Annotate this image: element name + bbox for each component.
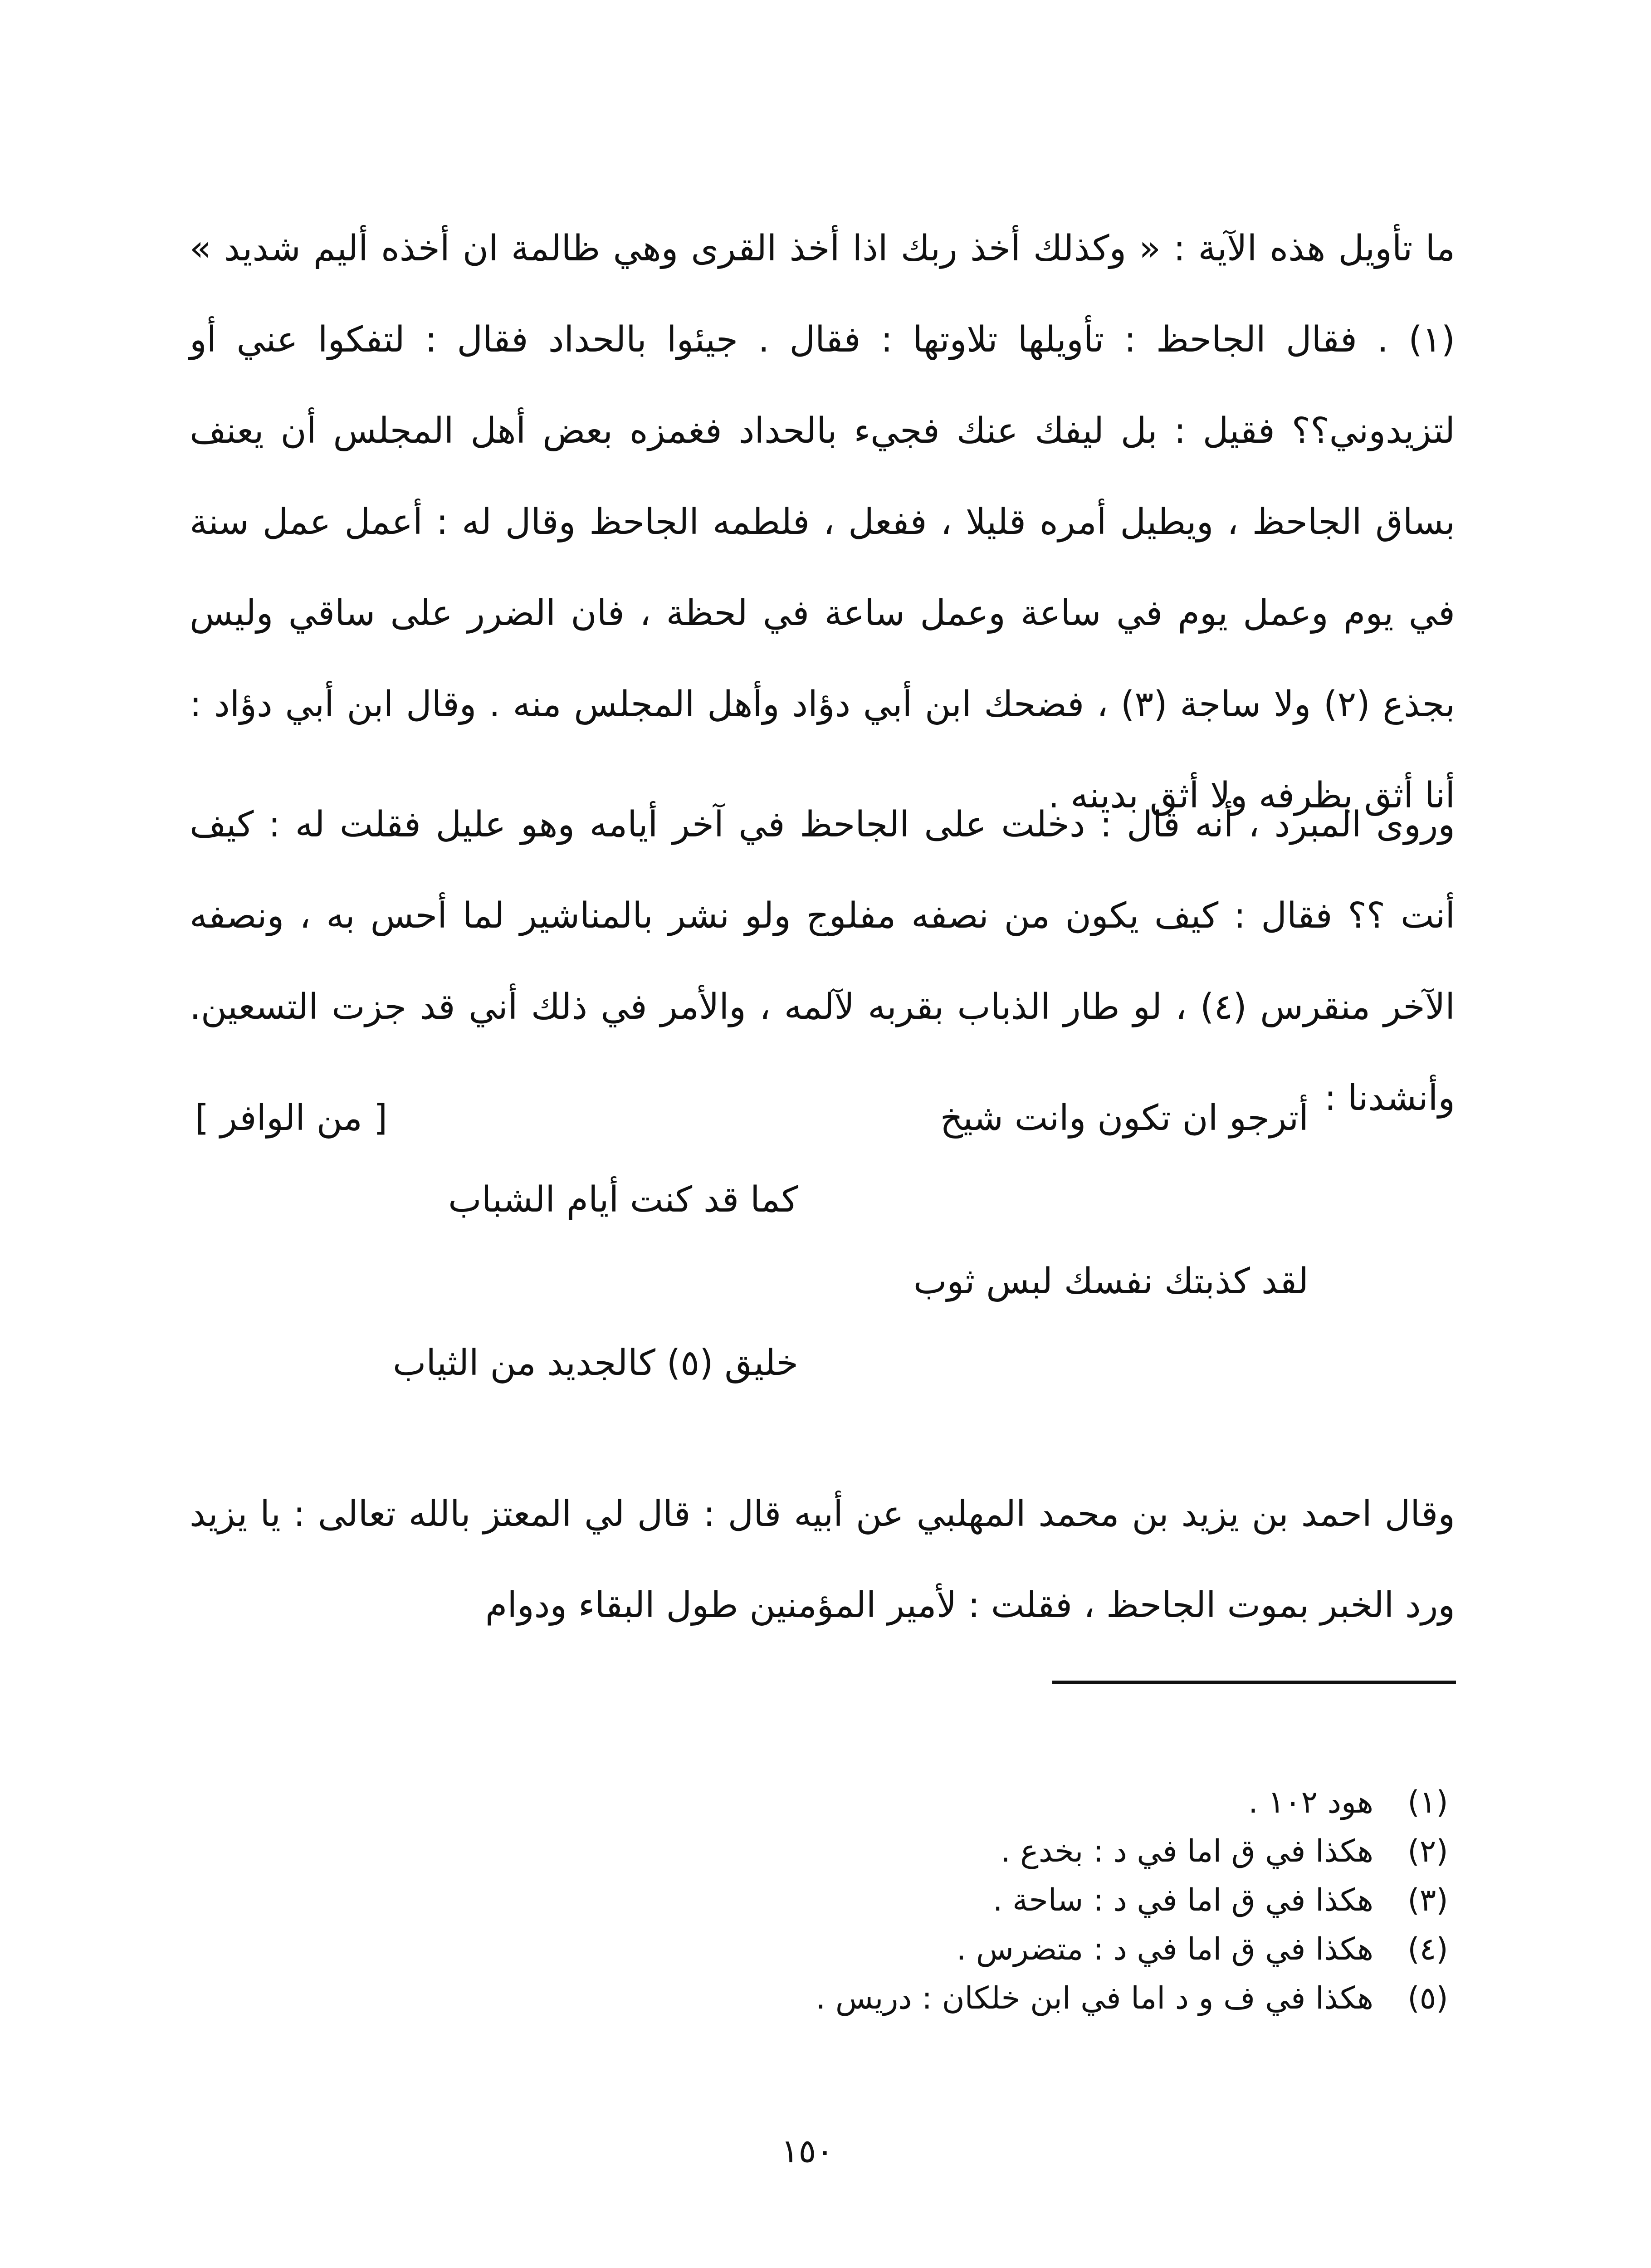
poem-meter: [ من الوافر ] bbox=[195, 1098, 388, 1139]
poem-line: خليق (٥) كالجديد من الثياب bbox=[392, 1343, 798, 1383]
footnote bbox=[816, 1876, 1455, 1925]
page-number: ١٥٠ bbox=[781, 2132, 834, 2170]
footnote bbox=[816, 1925, 1455, 1974]
footnote-text: هكذا في ق اما في د : متضرس . bbox=[956, 1931, 1373, 1967]
footnote-text: هكذا في ق اما في د : بخدع . bbox=[1001, 1833, 1373, 1869]
footnote-number: (١) bbox=[1407, 1784, 1448, 1820]
poem-line: لقد كذبتك نفسك لبس ثوب bbox=[913, 1261, 1309, 1302]
paragraph-3: وقال احمد بن يزيد بن محمد المهلبي عن أبيه قال : قال لي المعتز بالله تعالى : يا يزيد ورد الخبر بموت الجاحظ ، فقلت : لأمير المؤمنين طول البقاء ودوام bbox=[190, 1494, 1455, 1626]
footnotes bbox=[816, 1778, 1455, 2023]
paragraph-1: ما تأويل هذه الآية : « وكذلك أخذ ربك اذا أخذ القرى وهي ظالمة ان أخذه أليم شديد » (١) . فقال الجاحظ : تأويلها تلاوتها : فقال . جيئوا بالحداد فقال : لتفكوا عني أو لتزيدوني؟؟ فقيل : بل ليفك عنك فجيء بالحداد فغمزه بعض أهل المجلس أن يعنف بساق الجاحظ ، ويطيل أمره قليلا ، ففعل ، فلطمه الجاحظ وقال له : أعمل عمل سنة في يوم وعمل يوم في ساعة وعمل ساعة في لحظة ، فان الضرر على ساقي وليس بجذع (٢) ولا ساجة (٣) ، فضحك ابن أبي دؤاد وأهل المجلس منه . وقال ابن أبي دؤاد : أنا أثق بظرفه ولا أثق بدينه . bbox=[190, 228, 1455, 816]
footnote bbox=[816, 1974, 1455, 2023]
footnote-text: هود ١٠٢ . bbox=[1248, 1784, 1373, 1820]
footnote-divider bbox=[1052, 1681, 1456, 1684]
poem-line: أترجو ان تكون وانت شيخ bbox=[940, 1098, 1309, 1139]
paragraph-2: وروى المبرد ، أنه قال : دخلت على الجاحظ في آخر أيامه وهو عليل فقلت له : كيف أنت ؟؟ فقال : كيف يكون من نصفه مفلوج ولو نشر بالمناشير لما أحس به ، ونصفه الآخر منقرس (٤) ، لو طار الذباب بقربه لآلمه ، والأمر في ذلك أني قد جزت التسعين. وأنشدنا : bbox=[190, 804, 1455, 1119]
footnote-number: (٤) bbox=[1407, 1931, 1448, 1967]
footnote-number: (٣) bbox=[1407, 1882, 1448, 1918]
footnote bbox=[816, 1778, 1455, 1827]
poem-line: كما قد كنت أيام الشباب bbox=[448, 1179, 798, 1220]
footnote bbox=[816, 1827, 1455, 1876]
footnote-number: (٢) bbox=[1407, 1833, 1448, 1869]
footnote-number: (٥) bbox=[1407, 1980, 1448, 2016]
footnote-text: هكذا في ف و د اما في ابن خلكان : دريس . bbox=[816, 1980, 1373, 2016]
footnote-text: هكذا في ق اما في د : ساحة . bbox=[992, 1882, 1373, 1918]
